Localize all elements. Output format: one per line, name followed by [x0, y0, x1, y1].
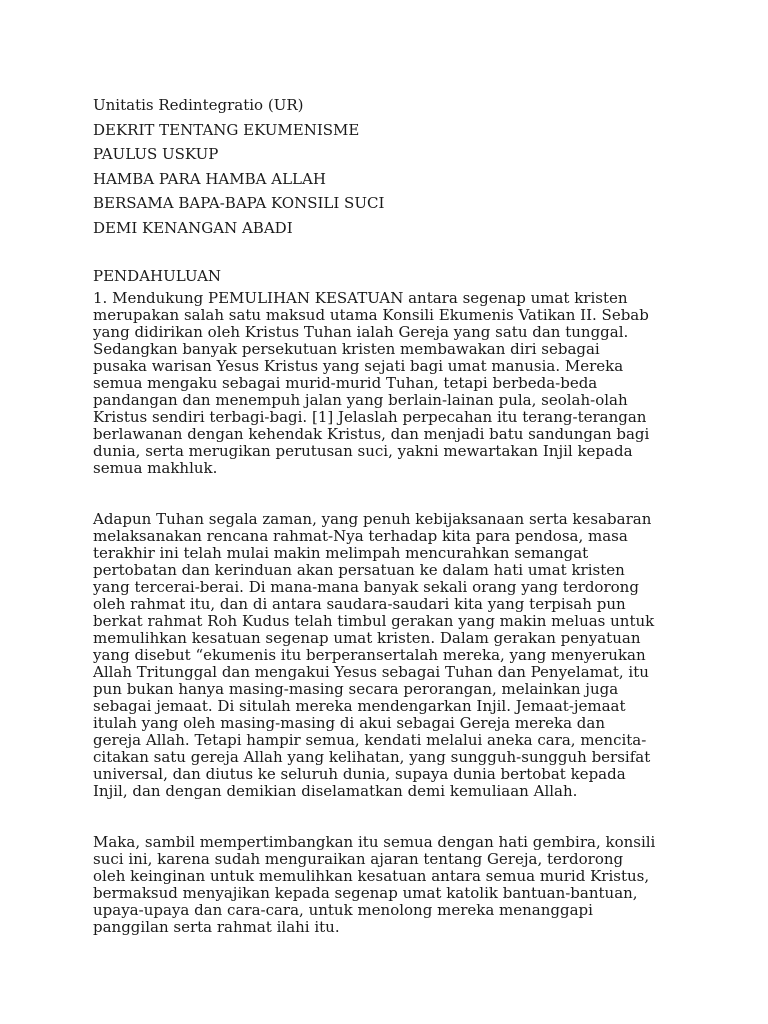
text-line: Sedangkan banyak persekutuan kristen membawakan diri sebagai	[93, 339, 600, 358]
document-title: Unitatis Redintegratio (UR)	[93, 96, 304, 114]
paragraph-1	[93, 290, 685, 477]
text-line: memulihkan kesatuan segenap umat kristen. Dalam gerakan penyatuan	[93, 628, 641, 647]
text-line: Adapun Tuhan segala zaman, yang penuh kebijaksanaan serta kesabaran	[93, 509, 652, 528]
text-line: yang didirikan oleh Kristus Tuhan ialah Gereja yang satu dan tunggal.	[93, 322, 629, 341]
header-line: DEMI KENANGAN ABADI	[93, 218, 293, 237]
text-line: gereja Allah. Tetapi hampir semua, kendati melalui aneka cara, mencita-	[93, 730, 647, 749]
text-line: upaya-upaya dan cara-cara, untuk menolong mereka menanggapi	[93, 900, 593, 919]
text-line: citakan satu gereja Allah yang kelihatan, yang sungguh-sungguh bersifat	[93, 747, 651, 766]
text-line: sebagai jemaat. Di situlah mereka mendengarkan Injil. Jemaat-jemaat	[93, 696, 626, 715]
document-page	[93, 93, 685, 936]
text-line: panggilan serta rahmat ilahi itu.	[93, 917, 340, 936]
text-line: semua mengaku sebagai murid-murid Tuhan, tetapi berbeda-beda	[93, 373, 598, 392]
document-header	[93, 93, 685, 240]
paragraph-2	[93, 511, 685, 800]
text-line: pun bukan hanya masing-masing secara perorangan, melainkan juga	[93, 679, 619, 698]
text-line: bermaksud menyajikan kepada segenap umat katolik bantuan-bantuan,	[93, 883, 638, 902]
text-line: 1. Mendukung PEMULIHAN KESATUAN antara segenap umat kristen	[93, 288, 628, 307]
text-line: pertobatan dan kerinduan akan persatuan ke dalam hati umat kristen	[93, 560, 625, 579]
text-line: Kristus sendiri terbagi-bagi. [1] Jelaslah perpecahan itu terang-terangan	[93, 407, 647, 426]
text-line: Injil, dan dengan demikian diselamatkan demi kemuliaan Allah.	[93, 781, 578, 800]
text-line: oleh rahmat itu, dan di antara saudara-saudari kita yang terpisah pun	[93, 594, 626, 613]
text-line: universal, dan diutus ke seluruh dunia, supaya dunia bertobat kepada	[93, 764, 626, 783]
text-line: semua makhluk.	[93, 458, 218, 477]
text-line: berkat rahmat Roh Kudus telah timbul gerakan yang makin meluas untuk	[93, 611, 655, 630]
section-heading: PENDAHULUAN	[93, 267, 222, 285]
header-line: PAULUS USKUP	[93, 145, 219, 163]
text-line: terakhir ini telah mulai makin melimpah mencurahkan semangat	[93, 543, 589, 562]
header-line: DEKRIT TENTANG EKUMENISME	[93, 120, 360, 139]
text-line: yang disebut “ekumenis itu berperansertalah mereka, yang menyerukan	[93, 645, 646, 664]
header-line: HAMBA PARA HAMBA ALLAH	[93, 169, 326, 188]
text-line: Allah Tritunggal dan mengakui Yesus sebagai Tuhan dan Penyelamat, itu	[93, 662, 649, 681]
text-line: pusaka warisan Yesus Kristus yang sejati bagi umat manusia. Mereka	[93, 356, 624, 375]
text-line: oleh keinginan untuk memulihkan kesatuan antara semua murid Kristus,	[93, 866, 650, 885]
text-line: suci ini, karena sudah menguraikan ajaran tentang Gereja, terdorong	[93, 849, 624, 868]
header-line: BERSAMA BAPA-BAPA KONSILI SUCI	[93, 194, 385, 212]
text-line: berlawanan dengan kehendak Kristus, dan menjadi batu sandungan bagi	[93, 424, 650, 443]
text-line: merupakan salah satu maksud utama Konsili Ekumenis Vatikan II. Sebab	[93, 305, 649, 324]
text-line: Maka, sambil mempertimbangkan itu semua dengan hati gembira, konsili	[93, 832, 656, 851]
text-line: pandangan dan menempuh jalan yang berlain-lainan pula, seolah-olah	[93, 390, 628, 409]
text-line: melaksanakan rencana rahmat-Nya terhadap kita para pendosa, masa	[93, 526, 628, 545]
paragraph-3	[93, 834, 685, 936]
text-line: dunia, serta merugikan perutusan suci, yakni mewartakan Injil kepada	[93, 441, 633, 460]
text-line: itulah yang oleh masing-masing di akui sebagai Gereja mereka dan	[93, 713, 605, 732]
text-line: yang tercerai-berai. Di mana-mana banyak sekali orang yang terdorong	[93, 577, 639, 596]
